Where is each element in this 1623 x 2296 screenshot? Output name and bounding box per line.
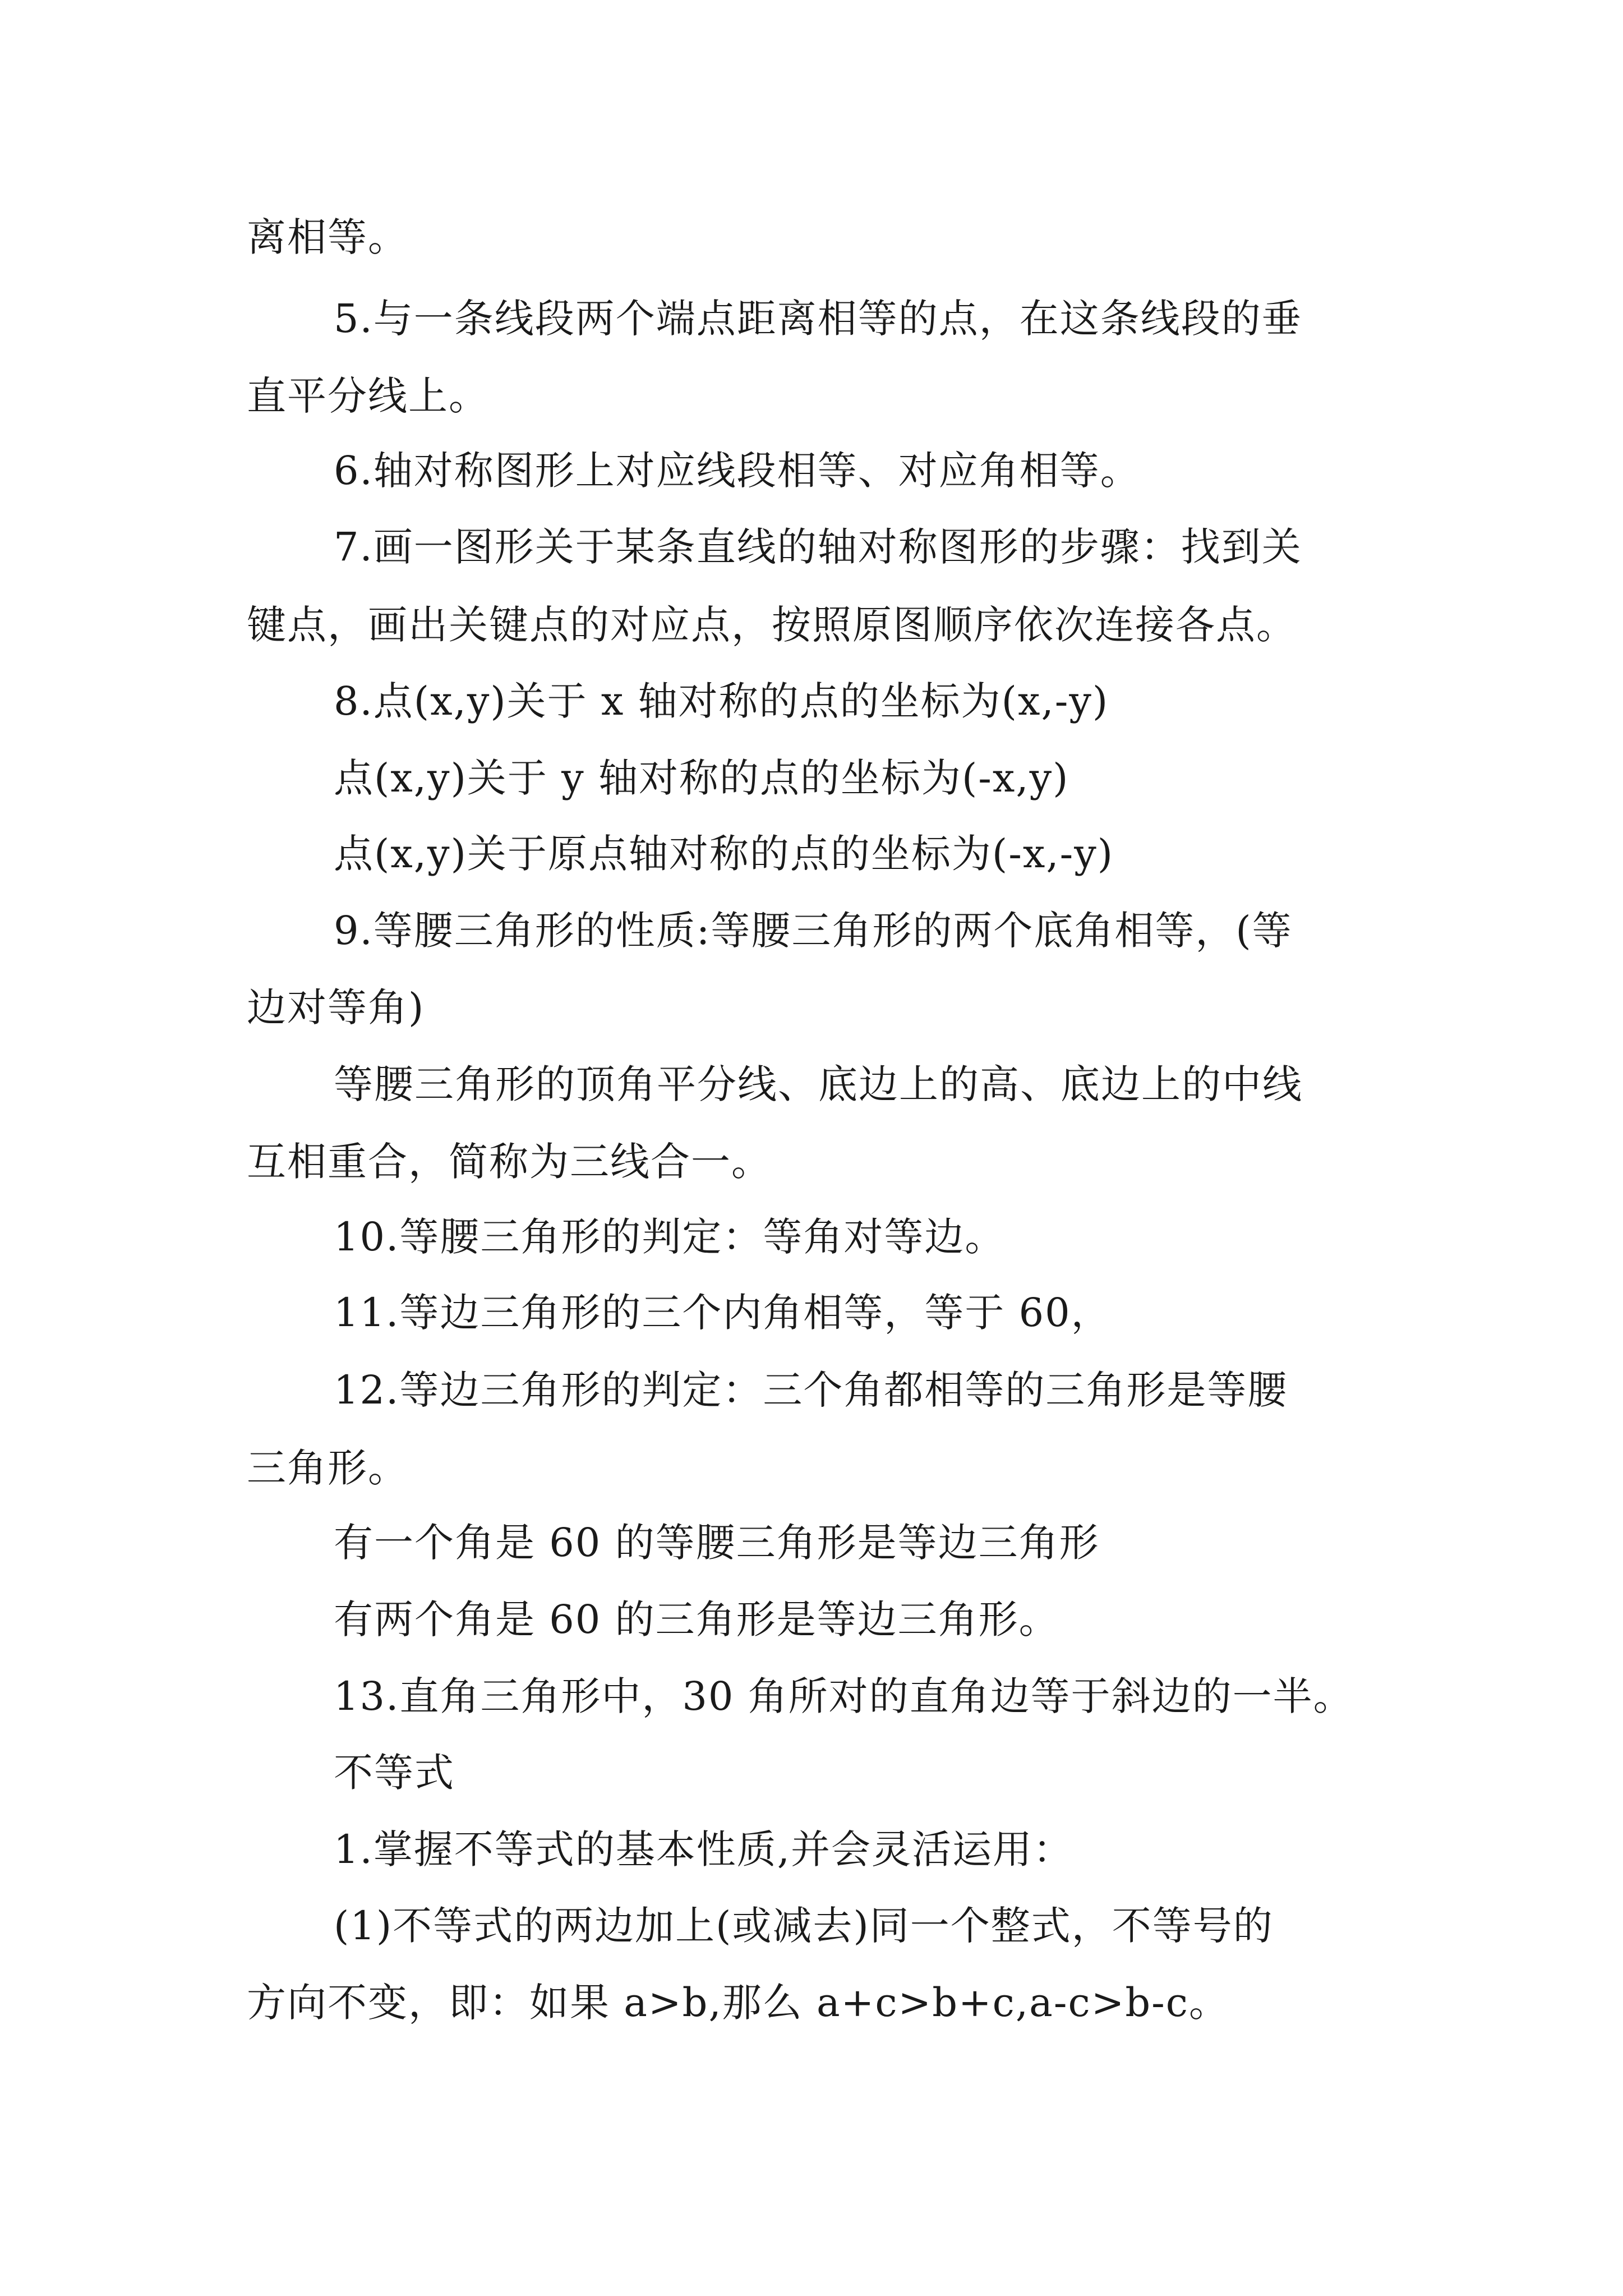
text-line: 7.画一图形关于某条直线的轴对称图形的步骤：找到关 (334, 524, 1302, 570)
text-line: 有一个角是 60 的等腰三角形是等边三角形 (334, 1520, 1100, 1566)
text-line: 8.点(x,y)关于 x 轴对称的点的坐标为(x,-y) (334, 678, 1109, 724)
text-line: 不等式 (334, 1750, 455, 1796)
text-line: 12.等边三角形的判定：三个角都相等的三角形是等腰 (334, 1367, 1288, 1413)
text-line: 键点，画出关键点的对应点，按照原图顺序依次连接各点。 (247, 602, 1297, 648)
text-line: 13.直角三角形中，30 角所对的直角边等于斜边的一半。 (334, 1673, 1354, 1719)
text-line: 9.等腰三角形的性质:等腰三角形的两个底角相等，(等 (334, 908, 1293, 954)
text-line: 1.掌握不等式的基本性质,并会灵活运用： (334, 1826, 1074, 1872)
text-line: 点(x,y)关于原点轴对称的点的坐标为(-x,-y) (334, 831, 1114, 877)
text-line: 边对等角) (247, 984, 425, 1030)
text-line: (1)不等式的两边加上(或减去)同一个整式，不等号的 (334, 1903, 1274, 1949)
text-line: 三角形。 (247, 1445, 408, 1491)
text-line: 6.轴对称图形上对应线段相等、对应角相等。 (334, 448, 1141, 494)
text-line: 5.与一条线段两个端点距离相等的点，在这条线段的垂 (334, 296, 1302, 342)
text-line: 有两个角是 60 的三角形是等边三角形。 (334, 1596, 1059, 1642)
text-line: 11.等边三角形的三个内角相等，等于 60， (334, 1290, 1112, 1336)
text-line: 方向不变，即：如果 a>b,那么 a+c>b+c,a-c>b-c。 (247, 1980, 1230, 2026)
text-line: 10.等腰三角形的判定：等角对等边。 (334, 1214, 1006, 1260)
text-line: 离相等。 (247, 214, 408, 260)
text-line: 互相重合，简称为三线合一。 (247, 1139, 772, 1185)
text-line: 点(x,y)关于 y 轴对称的点的坐标为(-x,y) (334, 755, 1069, 801)
text-line: 等腰三角形的顶角平分线、底边上的高、底边上的中线 (334, 1061, 1303, 1107)
text-line: 直平分线上。 (247, 373, 489, 419)
